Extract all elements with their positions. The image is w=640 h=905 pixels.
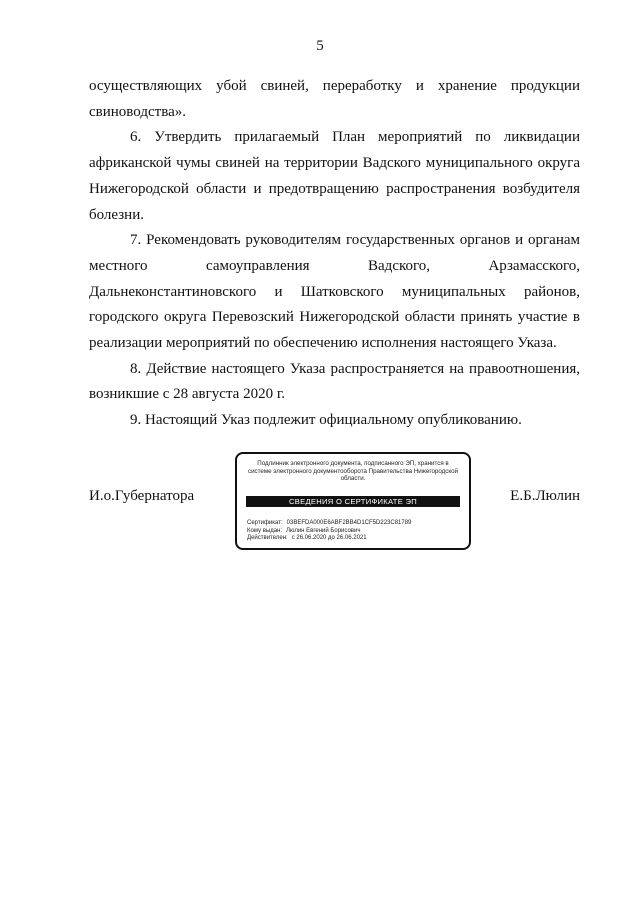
paragraph-item-6: 6. Утвердить прилагаемый План мероприятий по ликвидации африканской чумы свиней на территории Вадского муниципального округа Нижегородской области и предотвращению распространения возбудителя болезни. — [89, 129, 580, 223]
document-body — [89, 74, 580, 434]
paragraph-item-8: 8. Действие настоящего Указа распространяется на правоотношения, возникшие с 28 августа 2020 г. — [89, 360, 580, 403]
certificate-value: 03BEFDA000E6ABF2BB4D1CF5D223C81789 — [286, 520, 412, 526]
stamp-valid-row — [247, 535, 461, 543]
stamp-header: Подлинник электронного документа, подписанного ЭП, хранится в системе электронного документооборота Правительства Нижегородской области. — [247, 460, 459, 483]
page-number: 5 — [316, 38, 324, 54]
electronic-signature-stamp — [235, 452, 471, 550]
stamp-certificate-row — [247, 520, 461, 528]
issued-to-value: Люлин Евгений Борисович — [286, 527, 361, 534]
valid-value: с 26.06.2020 до 26.06.2021 — [291, 535, 367, 542]
paragraph-item-7: 7. Рекомендовать руководителям государственных органов и органам местного самоуправления Вадского, Арзамасского, Дальнеконстантиновского и Шатковского муниципальных районов, городского округа Перевозский Нижегородской области принять участие в реализации мероприятий по обеспечению исполнения настоящего Указа. — [89, 232, 580, 352]
signer-name: Е.Б.Люлин — [510, 488, 580, 504]
paragraph-item-9: 9. Настоящий Указ подлежит официальному опубликованию. — [130, 412, 522, 429]
issued-to-label: Кому выдан: — [247, 527, 283, 534]
signer-title: И.о.Губернатора — [89, 488, 195, 504]
stamp-certificate-bar: СВЕДЕНИЯ О СЕРТИФИКАТЕ ЭП — [246, 496, 460, 507]
valid-label: Действителен: — [247, 535, 288, 542]
stamp-details — [247, 520, 461, 543]
certificate-label: Сертификат: — [247, 520, 283, 526]
paragraph-continuation: осуществляющих убой свиней, переработку и хранение продукции свиноводства». — [89, 78, 580, 120]
